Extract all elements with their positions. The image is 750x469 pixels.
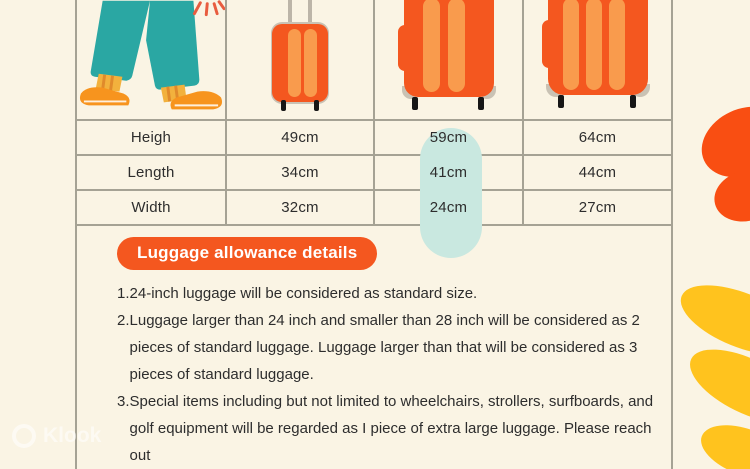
decor-orange-shape (690, 100, 750, 230)
rule-marker: 2. (117, 312, 130, 329)
medium-suitcase-cell (375, 0, 524, 121)
allowance-details-badge: Luggage allowance details (117, 237, 377, 270)
width-medium: 24cm (429, 198, 468, 216)
person-legs-icon (77, 0, 225, 119)
allowance-details-section (77, 226, 673, 469)
rule-item (117, 280, 662, 307)
row-label-height: Heigh (130, 128, 172, 146)
length-medium: 41cm (429, 163, 468, 181)
height-medium: 59cm (429, 128, 468, 146)
table-row-length (77, 156, 673, 191)
sparkle-icon (194, 2, 224, 15)
rule-text: Special items including but not limited to wheelchairs, strollers, surfboards, and golf equipment will be regarded as I piece of extra large luggage. Please reach out (129, 393, 654, 464)
large-suitcase-icon (544, 0, 652, 119)
row-label-length: Length (127, 163, 175, 181)
decor-yellow-shape (665, 280, 750, 469)
rule-marker: 1. (117, 285, 130, 302)
height-large: 64cm (578, 128, 617, 146)
illustration-row (77, 0, 673, 121)
watermark-logo-icon (12, 424, 36, 448)
luggage-size-table (75, 0, 673, 469)
small-suitcase-icon (270, 0, 330, 115)
allowance-rules-list (117, 280, 662, 469)
person-cell (77, 0, 227, 121)
table-row-width (77, 191, 673, 227)
medium-suitcase-icon (399, 0, 499, 119)
length-large: 44cm (578, 163, 617, 181)
watermark (12, 424, 101, 448)
width-large: 27cm (578, 198, 617, 216)
rule-item (117, 307, 662, 388)
table-row-height (77, 121, 673, 156)
height-small: 49cm (281, 128, 319, 146)
width-small: 32cm (281, 198, 319, 216)
rule-text: 24-inch luggage will be considered as standard size. (129, 285, 478, 302)
rule-item (117, 388, 662, 469)
highlight-pill (420, 128, 482, 258)
small-suitcase-cell (227, 0, 375, 121)
row-label-width: Width (131, 198, 171, 216)
watermark-label: Klook (43, 424, 102, 447)
rule-text: Luggage larger than 24 inch and smaller than 28 inch will be considered as 2 pieces of standard luggage. Luggage larger than that will be considered as 3 pieces of standard luggage. (129, 312, 640, 383)
rule-marker: 3. (117, 393, 130, 410)
large-suitcase-cell (524, 0, 673, 121)
length-small: 34cm (281, 163, 319, 181)
